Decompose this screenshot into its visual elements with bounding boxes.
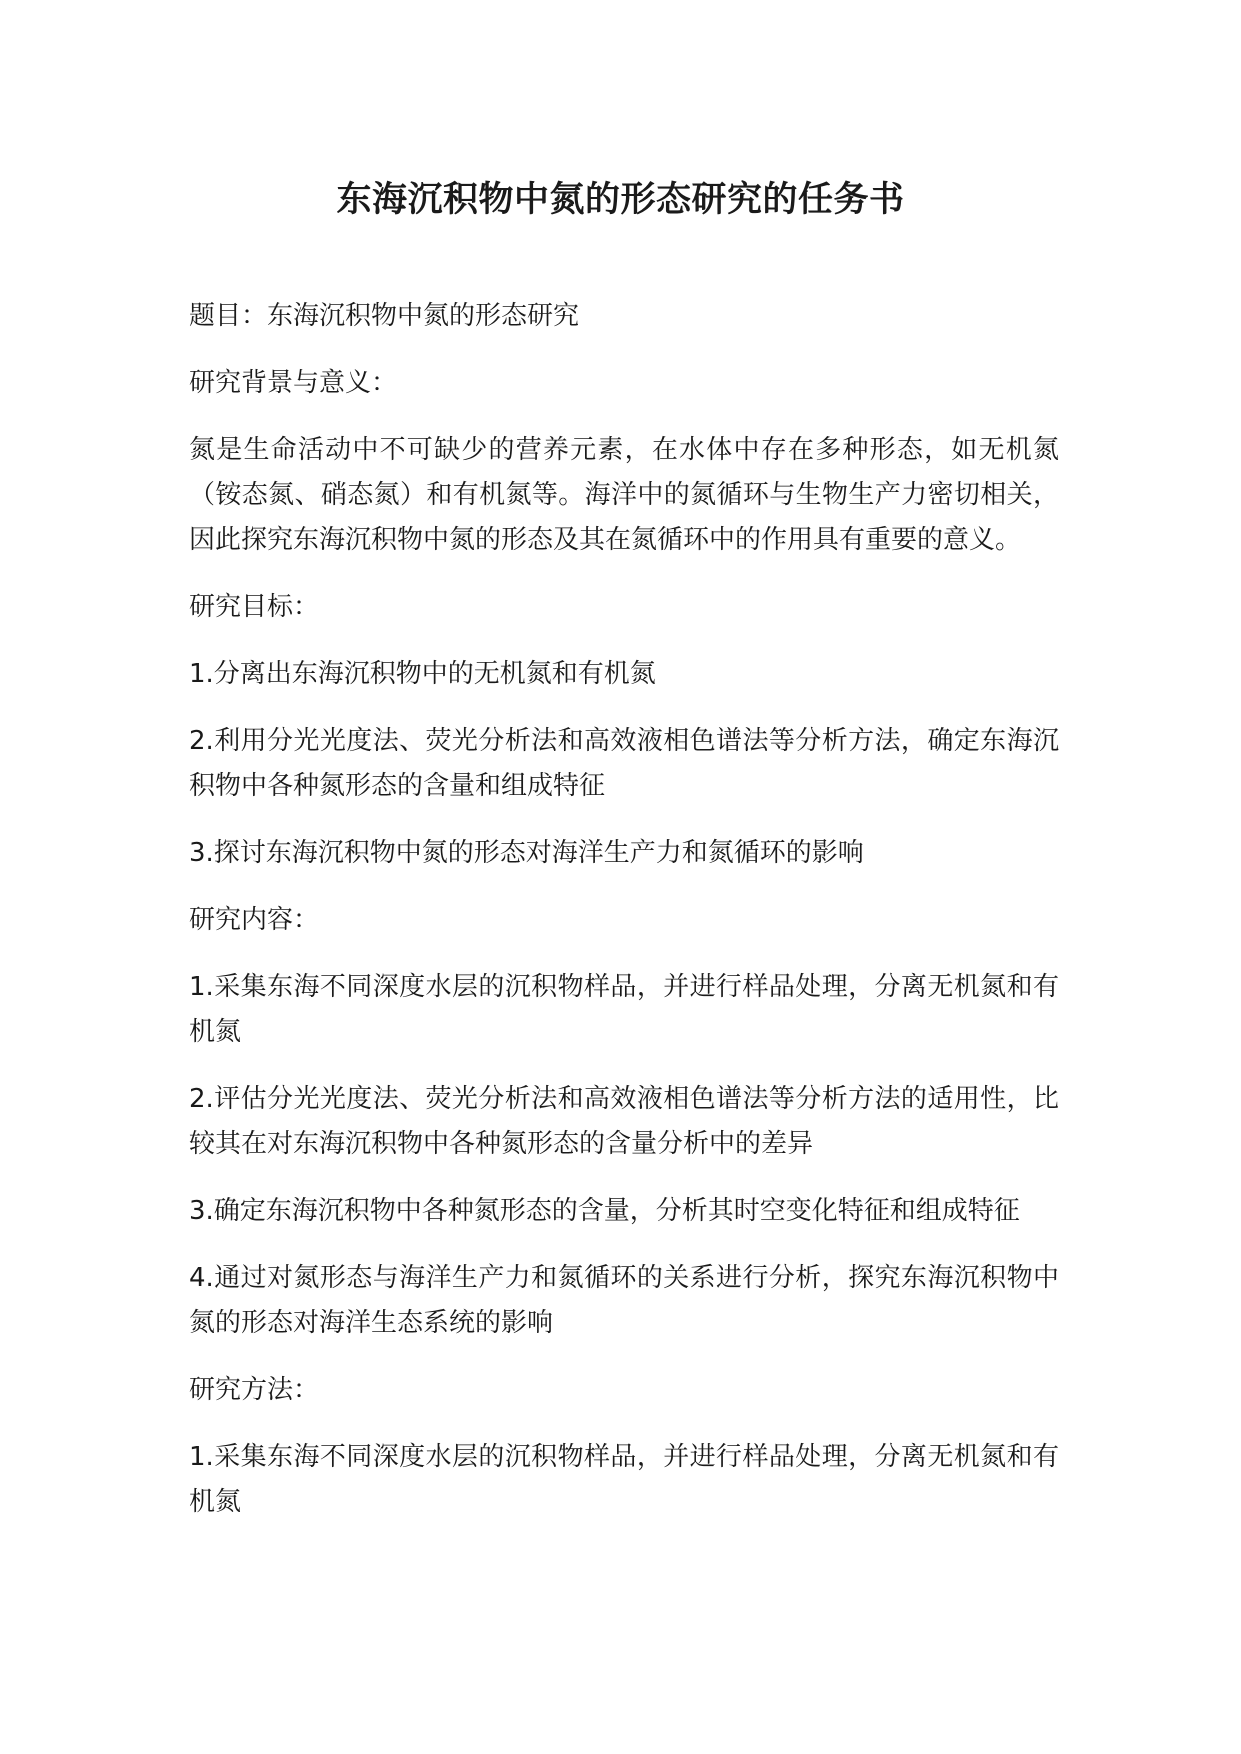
section-heading-background: 研究背景与意义： bbox=[189, 368, 398, 398]
method-item-1: 1.采集东海不同深度水层的沉积物样品，并进行样品处理，分离无机氮和有机氮 bbox=[189, 1442, 1059, 1517]
objective-item-2: 2.利用分光光度法、荧光分析法和高效液相色谱法等分析方法，确定东海沉积物中各种氮形态的含量和组成特征 bbox=[189, 726, 1059, 801]
document-body bbox=[189, 294, 1059, 1547]
content-item-3: 3.确定东海沉积物中各种氮形态的含量，分析其时空变化特征和组成特征 bbox=[189, 1196, 1020, 1226]
section-heading-methods: 研究方法： bbox=[189, 1375, 320, 1405]
content-item-2: 2.评估分光光度法、荧光分析法和高效液相色谱法等分析方法的适用性，比较其在对东海沉积物中各种氮形态的含量分析中的差异 bbox=[189, 1084, 1059, 1159]
content-item-1: 1.采集东海不同深度水层的沉积物样品，并进行样品处理，分离无机氮和有机氮 bbox=[189, 972, 1059, 1047]
section-heading-objectives: 研究目标： bbox=[189, 592, 320, 622]
objective-item-1: 1.分离出东海沉积物中的无机氮和有机氮 bbox=[189, 659, 656, 689]
topic-line: 题目：东海沉积物中氮的形态研究 bbox=[189, 301, 580, 331]
objective-item-3: 3.探讨东海沉积物中氮的形态对海洋生产力和氮循环的影响 bbox=[189, 838, 864, 868]
content-item-4: 4.通过对氮形态与海洋生产力和氮循环的关系进行分析，探究东海沉积物中氮的形态对海洋生态系统的影响 bbox=[189, 1263, 1059, 1338]
section-heading-content: 研究内容： bbox=[189, 905, 320, 935]
background-paragraph: 氮是生命活动中不可缺少的营养元素，在水体中存在多种形态，如无机氮（铵态氮、硝态氮）和有机氮等。海洋中的氮循环与生物生产力密切相关，因此探究东海沉积物中氮的形态及其在氮循环中的作用具有重要的意义。 bbox=[189, 435, 1059, 555]
document-title: 东海沉积物中氮的形态研究的任务书 bbox=[336, 180, 905, 220]
